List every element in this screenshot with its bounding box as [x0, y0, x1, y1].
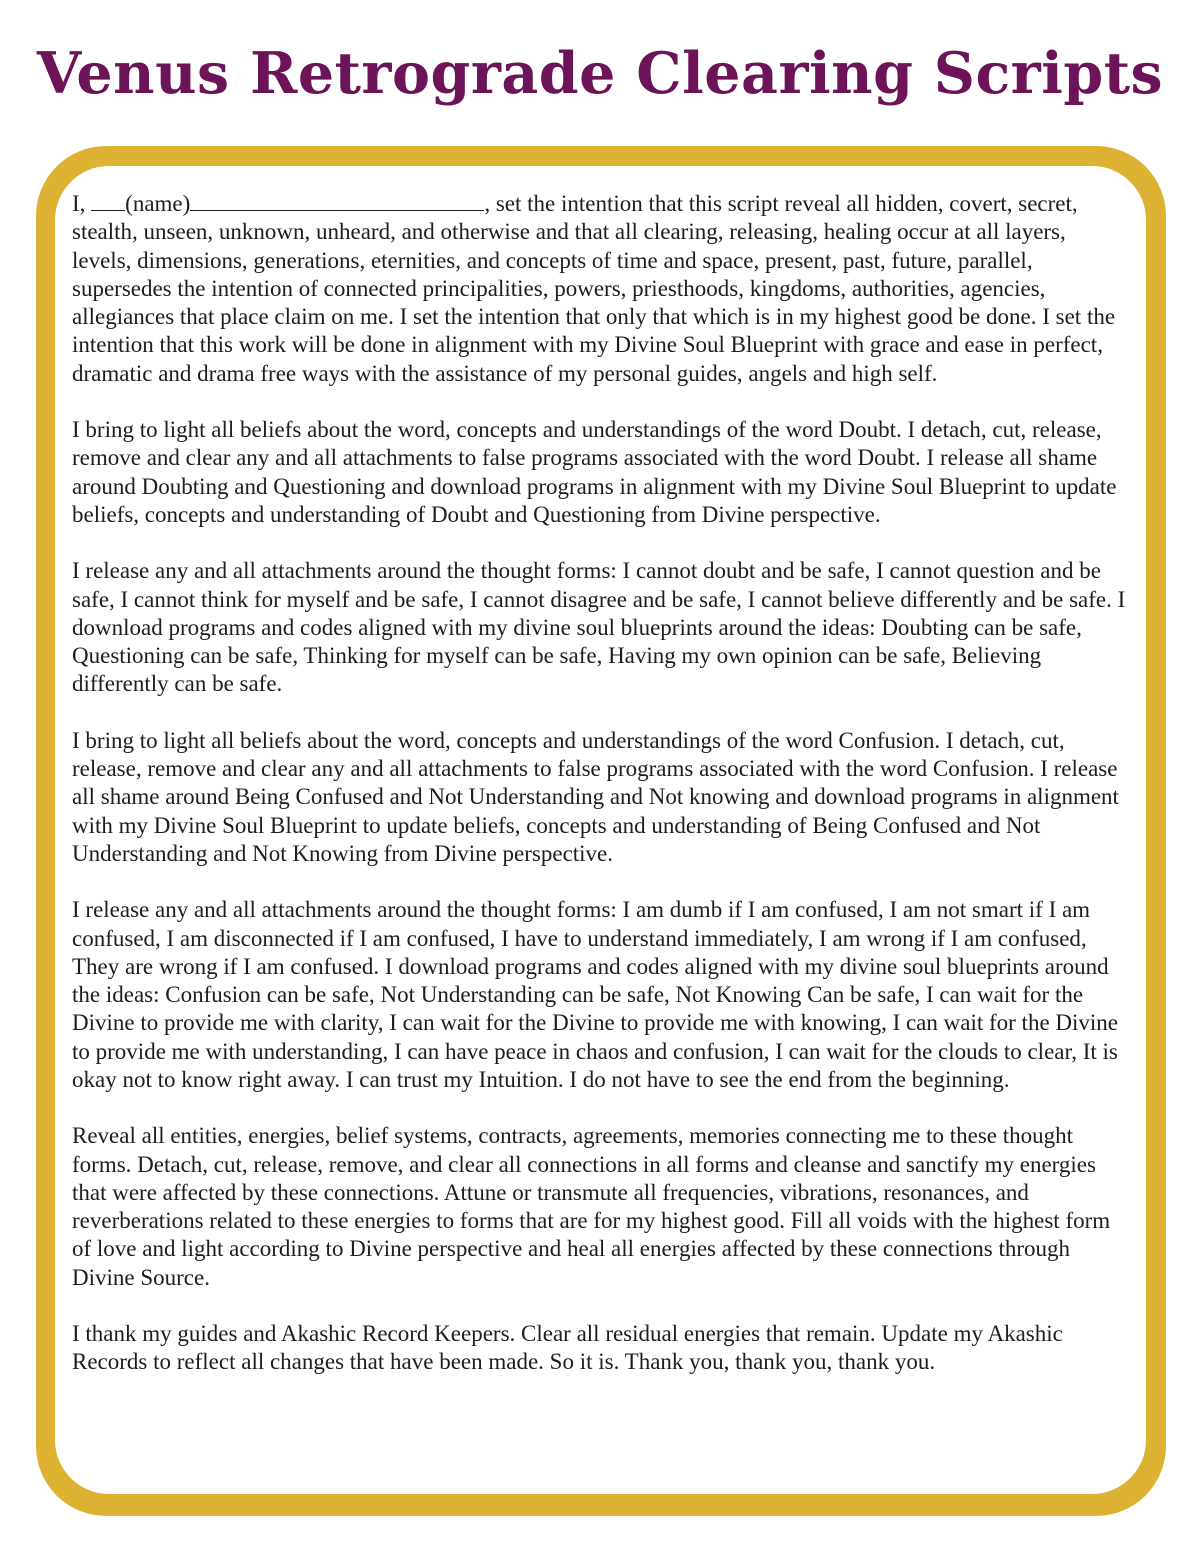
name-blank-line-short — [91, 190, 125, 211]
intention-prefix: I, — [72, 191, 92, 216]
paragraph-confusion-thought-forms: I release any and all attachments around the thought forms: I am dumb if I am confused, I am not smart if I am confused, I am disconnected if I am confused, I have to understand immediately, I am wrong if I am confused, They are wrong if I am confused. I download programs and codes aligned with my divine soul blueprints around the ideas: Confusion can be safe, Not Understanding can be safe, Not Knowing Can be safe, I can wait for the Divine to provide me with clarity, I can wait for the Divine to provide me with knowing, I can wait for the Divine to provide me with understanding, I can have peace in chaos and confusion, I can wait for the clouds to clear, It is okay not to know right away. I can trust my Intuition. I do not have to see the end from the beginning. — [72, 897, 1119, 1092]
name-placeholder: (name) — [125, 191, 191, 216]
paragraph-reveal-and-clear: Reveal all entities, energies, belief systems, contracts, agreements, memories connecting me to these thought forms. Detach, cut, release, remove, and clear all connections in all forms and cleanse and sanctify my energies that were affected by these connections. Attune or transmute all frequencies, vibrations, resonances, and reverberations related to these energies to forms that are for my highest good. Fill all voids with the highest form of love and light according to Divine perspective and heal all energies affected by these connections through Divine Source. — [72, 1123, 1111, 1290]
paragraph-doubt-beliefs: I bring to light all beliefs about the word, concepts and understandings of the word Doubt. I detach, cut, release, remove and clear any and all attachments to false programs associated with the word Doubt. I release all shame around Doubting and Questioning and download programs in alignment with my Divine Soul Blueprint to update beliefs, concepts and understanding of Doubt and Questioning from Divine perspective. — [72, 417, 1117, 527]
name-blank-line-long — [190, 190, 484, 211]
intention-paragraph — [72, 190, 1130, 388]
script-body — [72, 190, 1130, 1405]
page-title: Venus Retrograde Clearing Scripts — [36, 40, 1164, 107]
paragraph-closing: I thank my guides and Akashic Record Keepers. Clear all residual energies that remain. Update my Akashic Records to reflect all changes that have been made. So it is. Thank you, thank you, thank you. — [72, 1321, 1063, 1375]
paragraph-doubt-thought-forms: I release any and all attachments around the thought forms: I cannot doubt and be safe, I cannot question and be safe, I cannot think for myself and be safe, I cannot disagree and be safe, I cannot believe differently and be safe. I download programs and codes aligned with my divine soul blueprints around the ideas: Doubting can be safe, Questioning can be safe, Thinking for myself can be safe, Having my own opinion can be safe, Believing differently can be safe. — [72, 558, 1126, 697]
intention-text: , set the intention that this script reveal all hidden, covert, secret, stealth, unseen, unknown, unheard, and otherwise and that all clearing, releasing, healing occur at all layers, levels, dimensions, generations, eternities, and concepts of time and space, present, past, future, parallel, supersedes the intention of connected principalities, powers, priesthoods, kingdoms, authorities, agencies, allegiances that place claim on me. I set the intention that only that which is in my highest good be done. I set the intention that this work will be done in alignment with my Divine Soul Blueprint with grace and ease in perfect, dramatic and drama free ways with the assistance of my personal guides, angels and high self. — [72, 191, 1116, 386]
paragraph-confusion-beliefs: I bring to light all beliefs about the word, concepts and understandings of the word Confusion. I detach, cut, release, remove and clear any and all attachments to false programs associated with the word Confusion. I release all shame around Being Confused and Not Understanding and Not knowing and download programs in alignment with my Divine Soul Blueprint to update beliefs, concepts and understanding of Being Confused and Not Understanding and Not Knowing from Divine perspective. — [72, 727, 1119, 866]
